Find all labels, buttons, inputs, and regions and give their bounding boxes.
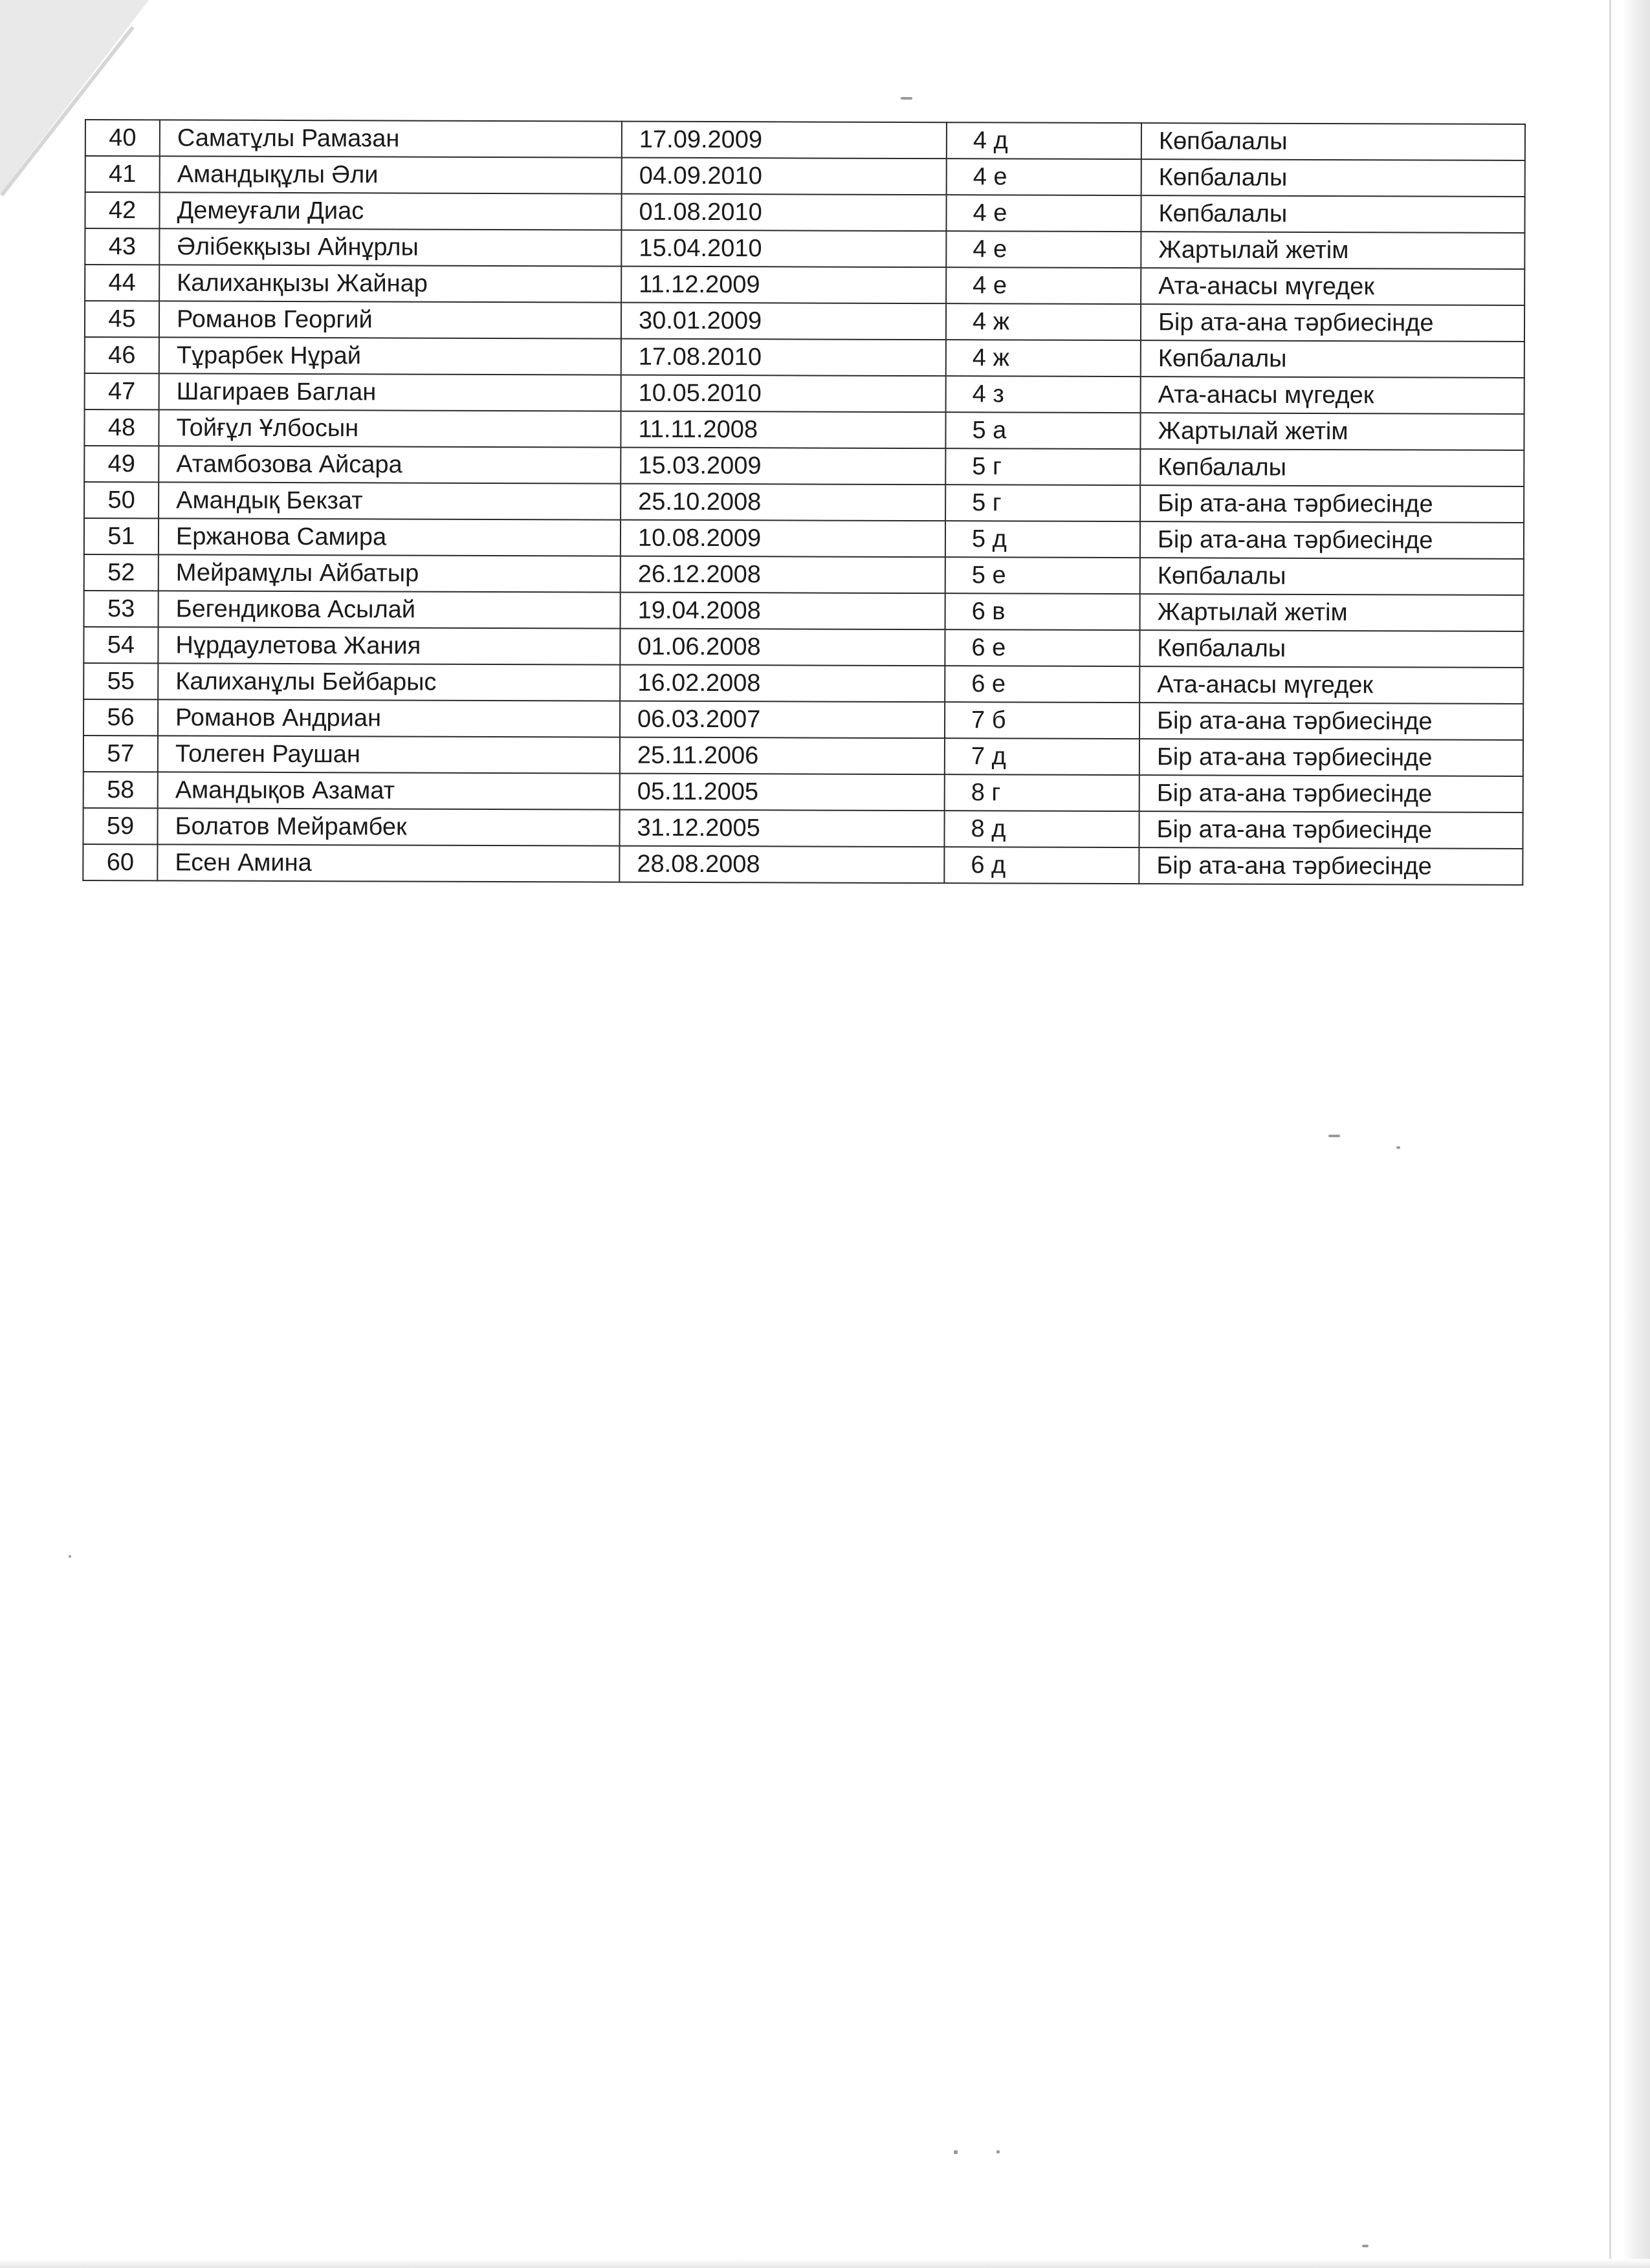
table-row (85, 228, 1524, 269)
table-row (84, 554, 1524, 595)
birth-date-cell: 01.06.2008 (620, 629, 945, 666)
table-row (84, 518, 1524, 559)
table-row (84, 446, 1524, 486)
birth-date-cell: 15.03.2009 (621, 448, 945, 485)
row-number-cell: 55 (83, 663, 158, 699)
row-number-cell: 49 (84, 446, 159, 482)
family-status-cell: Бір ата-ана тәрбиесінде (1139, 739, 1523, 776)
class-cell: 5 г (945, 448, 1140, 485)
birth-date-cell: 01.08.2010 (621, 194, 946, 232)
student-name-cell: Демеуғали Диас (159, 192, 621, 230)
row-number-cell: 54 (83, 627, 158, 663)
row-number-cell: 59 (83, 808, 157, 844)
row-number-cell: 51 (84, 518, 159, 554)
scan-speck (1328, 1135, 1340, 1137)
family-status-cell: Жартылай жетім (1140, 594, 1524, 631)
family-status-cell: Бір ата-ана тәрбиесінде (1140, 521, 1524, 559)
student-name-cell: Есен Амина (157, 844, 619, 882)
class-cell: 4 ж (946, 340, 1141, 376)
table-row (85, 373, 1524, 414)
student-name-cell: Романов Андриан (158, 699, 620, 737)
birth-date-cell: 28.08.2008 (619, 846, 944, 884)
class-cell: 8 д (944, 811, 1139, 847)
row-number-cell: 43 (85, 228, 159, 265)
row-number-cell: 56 (83, 699, 158, 736)
scan-speck (1362, 2245, 1369, 2247)
table-row (83, 844, 1523, 885)
student-roster-table (82, 119, 1526, 886)
scan-edge-line (1609, 0, 1611, 2268)
student-name-cell: Ержанова Самира (159, 518, 621, 556)
table-row (83, 808, 1523, 849)
birth-date-cell: 26.12.2008 (621, 556, 945, 594)
row-number-cell: 52 (84, 554, 159, 591)
class-cell: 5 г (945, 485, 1140, 521)
scan-right-edge (1623, 0, 1650, 2268)
family-status-cell: Ата-анасы мүгедек (1141, 268, 1524, 305)
family-status-cell: Бір ата-ана тәрбиесінде (1139, 811, 1523, 849)
family-status-cell: Көпбалалы (1141, 195, 1524, 233)
class-cell: 6 е (945, 666, 1139, 703)
birth-date-cell: 10.08.2009 (621, 520, 945, 558)
table-row (84, 482, 1524, 523)
row-number-cell: 44 (85, 265, 159, 301)
birth-date-cell: 15.04.2010 (621, 230, 946, 268)
row-number-cell: 41 (85, 156, 160, 192)
birth-date-cell: 05.11.2005 (620, 774, 945, 811)
table-row (85, 337, 1524, 378)
birth-date-cell: 16.02.2008 (620, 665, 945, 703)
row-number-cell: 47 (85, 373, 159, 409)
family-status-cell: Көпбалалы (1141, 123, 1525, 160)
family-status-cell: Көпбалалы (1139, 630, 1523, 668)
table-row (84, 409, 1524, 450)
table-row (85, 156, 1525, 197)
scan-speck (69, 1555, 71, 1558)
class-cell: 6 д (944, 847, 1139, 884)
birth-date-cell: 11.11.2008 (621, 411, 945, 449)
family-status-cell: Бір ата-ана тәрбиесінде (1139, 775, 1523, 812)
class-cell: 5 е (945, 557, 1140, 594)
student-name-cell: Тойғұл Ұлбосын (159, 409, 621, 447)
class-cell: 4 е (947, 158, 1141, 195)
table-row (83, 663, 1523, 704)
row-number-cell: 42 (85, 192, 159, 228)
roster-body (83, 120, 1525, 885)
family-status-cell: Бір ата-ана тәрбиесінде (1139, 703, 1523, 740)
row-number-cell: 50 (84, 482, 159, 518)
class-cell: 4 е (946, 267, 1141, 304)
class-cell: 8 г (945, 774, 1139, 811)
birth-date-cell: 04.09.2010 (622, 158, 947, 195)
birth-date-cell: 25.10.2008 (621, 484, 945, 521)
table-row (85, 192, 1524, 233)
table-row (83, 699, 1523, 740)
student-name-cell: Романов Георгий (159, 301, 621, 338)
student-name-cell: Бегендикова Асылай (159, 591, 621, 628)
table-row (84, 591, 1524, 631)
student-name-cell: Әлібекқызы Айнұрлы (159, 228, 621, 266)
row-number-cell: 60 (83, 844, 157, 880)
student-name-cell: Амандықұлы Әли (160, 156, 622, 193)
class-cell: 4 ж (946, 303, 1141, 340)
student-name-cell: Калиханұлы Бейбарыс (158, 663, 620, 701)
row-number-cell: 57 (83, 736, 158, 772)
birth-date-cell: 17.09.2009 (622, 122, 947, 159)
row-number-cell: 45 (85, 301, 159, 337)
table-row (85, 301, 1524, 342)
table-row (85, 120, 1525, 160)
birth-date-cell: 17.08.2010 (621, 339, 946, 376)
class-cell: 4 з (946, 376, 1141, 413)
class-cell: 4 е (946, 231, 1141, 268)
student-name-cell: Толеген Раушан (158, 736, 620, 773)
student-name-cell: Нұрдаулетова Жания (158, 627, 620, 664)
student-name-cell: Тұрарбек Нұрай (159, 337, 621, 375)
birth-date-cell: 30.01.2009 (621, 303, 946, 340)
family-status-cell: Көпбалалы (1141, 159, 1525, 197)
family-status-cell: Көпбалалы (1140, 449, 1524, 486)
scan-speck (996, 2150, 1000, 2154)
class-cell: 5 а (945, 412, 1140, 449)
student-name-cell: Болатов Мейрамбек (157, 808, 619, 845)
class-cell: 7 б (945, 702, 1139, 739)
birth-date-cell: 10.05.2010 (621, 375, 946, 413)
student-name-cell: Атамбозова Айсара (159, 446, 621, 483)
row-number-cell: 40 (85, 120, 160, 156)
class-cell: 4 е (946, 195, 1141, 232)
student-name-cell: Шагираев Баглан (159, 373, 621, 411)
class-cell: 7 д (945, 738, 1139, 775)
scan-speck (954, 2150, 958, 2154)
family-status-cell: Бір ата-ана тәрбиесінде (1141, 304, 1524, 342)
student-name-cell: Мейрамұлы Айбатыр (159, 554, 621, 592)
scan-bottom-edge (0, 2259, 1650, 2268)
class-cell: 4 д (947, 122, 1141, 159)
table-row (83, 736, 1523, 776)
family-status-cell: Көпбалалы (1141, 340, 1524, 378)
class-cell: 6 в (945, 593, 1140, 630)
family-status-cell: Бір ата-ана тәрбиесінде (1139, 847, 1523, 885)
birth-date-cell: 19.04.2008 (621, 593, 945, 630)
student-name-cell: Саматұлы Рамазан (160, 120, 622, 157)
birth-date-cell: 06.03.2007 (620, 701, 945, 739)
birth-date-cell: 11.12.2009 (621, 267, 946, 304)
table-row (85, 265, 1524, 305)
birth-date-cell: 25.11.2006 (620, 737, 945, 775)
family-status-cell: Көпбалалы (1140, 558, 1524, 595)
row-number-cell: 46 (85, 337, 159, 373)
family-status-cell: Жартылай жетім (1141, 232, 1524, 269)
family-status-cell: Бір ата-ана тәрбиесінде (1140, 485, 1524, 523)
row-number-cell: 48 (84, 409, 159, 446)
class-cell: 6 е (945, 629, 1139, 666)
student-name-cell: Калиханқызы Жайнар (159, 265, 621, 302)
family-status-cell: Ата-анасы мүгедек (1139, 666, 1523, 704)
family-status-cell: Жартылай жетім (1140, 413, 1524, 450)
family-status-cell: Ата-анасы мүгедек (1141, 376, 1524, 414)
scan-speck (1396, 1146, 1400, 1149)
student-name-cell: Амандық Бекзат (159, 482, 621, 519)
table-row (83, 627, 1523, 668)
scan-speck (901, 97, 912, 100)
student-name-cell: Амандықов Азамат (158, 772, 620, 809)
row-number-cell: 53 (84, 591, 159, 627)
row-number-cell: 58 (83, 772, 158, 808)
student-roster-table-wrapper (82, 119, 1524, 886)
table-row (83, 772, 1523, 812)
birth-date-cell: 31.12.2005 (619, 810, 944, 847)
class-cell: 5 д (945, 521, 1140, 558)
